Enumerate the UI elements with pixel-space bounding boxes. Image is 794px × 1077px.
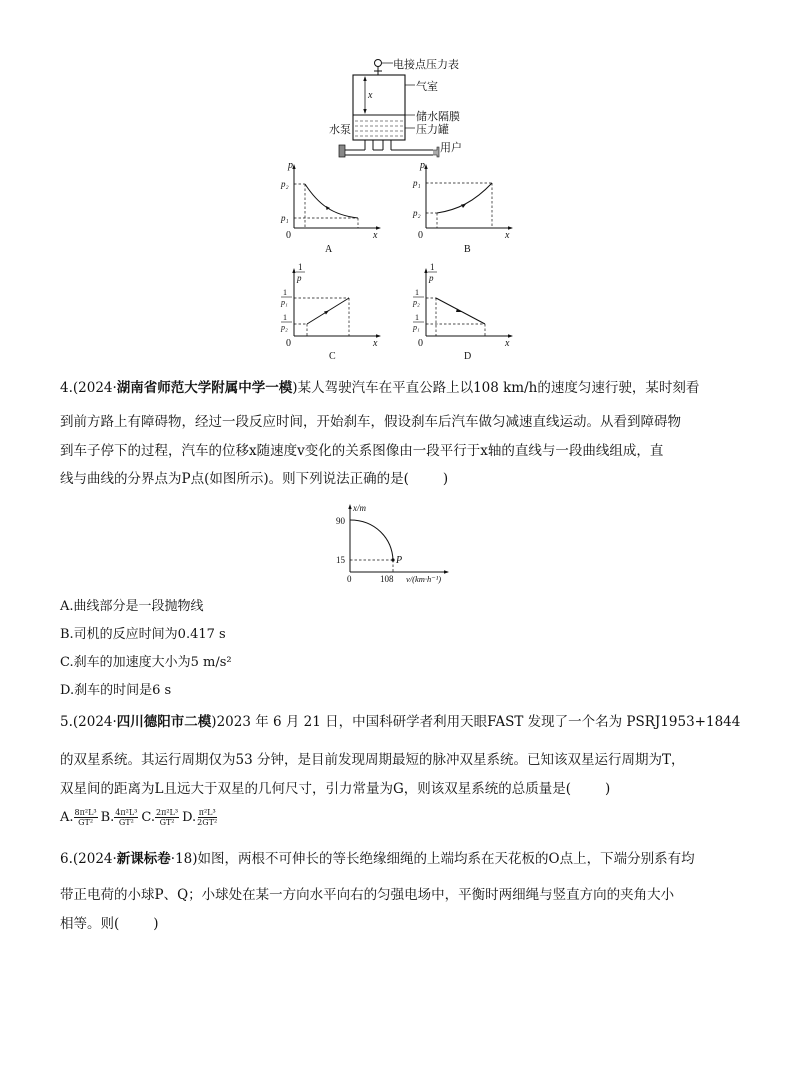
q5-line-2: 的双星系统。其运行周期仅为53 分钟，是目前发现周期最短的脉冲双星系统。已知该双星运行周期为T，: [60, 752, 685, 768]
svg-text:p₁: p₁: [413, 323, 420, 332]
fraction: $\frac{\text{π²L³}}{\text{2GT²}}$: [197, 808, 218, 827]
svg-text:108: 108: [380, 574, 394, 584]
point-p: [391, 558, 394, 561]
graph-a: [280, 160, 385, 260]
pump-icon: [339, 145, 345, 157]
svg-text:0: 0: [347, 574, 352, 584]
tank-label: 压力罐: [416, 123, 449, 136]
svg-text:p₁: p₁: [281, 298, 288, 307]
svg-text:1: 1: [415, 313, 419, 322]
q5-answers: [60, 808, 218, 827]
gauge-icon: [375, 60, 382, 67]
svg-text:1: 1: [298, 262, 303, 272]
svg-text:p₂: p₂: [413, 298, 420, 307]
q4-option-a[interactable]: A.曲线部分是一段抛物线: [60, 599, 204, 614]
q4-option-b[interactable]: B.司机的反应时间为0.417 s: [60, 627, 226, 642]
q5-source: 四川德阳市二模: [116, 714, 212, 730]
air-chamber-label: 气室: [416, 80, 438, 93]
fraction: $\frac{\text{8π²L³}}{\text{GT²}}$: [74, 808, 97, 827]
svg-text:p₁: p₁: [413, 178, 421, 188]
q5-line-3: 双星间的距离为L且远大于双星的几何尺寸，引力常量为G，则该双星系统的总质量是( ): [60, 781, 611, 797]
graph-b: [412, 160, 517, 260]
svg-text:A: A: [325, 244, 333, 255]
svg-text:p: p: [297, 273, 302, 283]
svg-text:1: 1: [283, 313, 287, 322]
svg-text:x/m: x/m: [353, 503, 366, 513]
svg-text:p: p: [288, 160, 293, 171]
q5-option-b[interactable]: B. $\frac{\text{4π²L³}}{\text{GT²}}$: [100, 808, 138, 827]
svg-text:B: B: [464, 244, 471, 255]
q4-line-2: 到前方路上有障碍物，经过一段反应时间，开始刹车，假设刹车后汽车做匀减速直线运动。从看到障碍物: [60, 414, 681, 430]
xv-curve: [350, 520, 393, 560]
x-label: x: [368, 90, 373, 101]
q4-line-3: 到车子停下的过程，汽车的位移x随速度v变化的关系图像由一段平行于x轴的直线与一段曲线组成，直: [60, 443, 664, 459]
svg-text:1: 1: [283, 288, 287, 297]
svg-text:90: 90: [336, 516, 345, 526]
q4-line-4: 线与曲线的分界点为P点(如图所示)。则下列说法正确的是( ): [60, 471, 449, 487]
gauge-label: 电接点压力表: [393, 58, 459, 71]
q4-xv-graph: [330, 500, 460, 590]
svg-text:D: D: [464, 351, 472, 362]
svg-text:p: p: [429, 273, 434, 283]
q5-option-c[interactable]: C. $\frac{\text{2π²L³}}{\text{GT²}}$: [141, 808, 179, 827]
svg-text:p: p: [420, 160, 425, 171]
curve-a: [305, 184, 358, 218]
fraction: $\frac{\text{2π²L³}}{\text{GT²}}$: [156, 808, 179, 827]
q4-source: 湖南省师范大学附属中学一模: [116, 380, 293, 396]
curve-b: [437, 183, 492, 213]
svg-text:0: 0: [286, 230, 291, 241]
q4-option-c[interactable]: C.刹车的加速度大小为5 m/s²: [60, 655, 232, 670]
svg-text:P: P: [396, 555, 403, 566]
svg-text:x: x: [505, 338, 510, 349]
svg-text:1: 1: [415, 288, 419, 297]
pump-label: 水泵: [329, 123, 351, 136]
svg-text:15: 15: [336, 555, 345, 565]
graph-c: [280, 262, 385, 362]
membrane-label: 储水隔膜: [416, 110, 460, 123]
q4-line-1: 4.(2024·湖南省师范大学附属中学一模)某人驾驶汽车在平直公路上以108 km/h的速度匀速行驶，某时刻看: [60, 380, 700, 396]
svg-text:x: x: [505, 230, 510, 241]
svg-text:p₂: p₂: [281, 179, 289, 189]
q5-option-a[interactable]: A. $\frac{\text{8π²L³}}{\text{GT²}}$: [60, 808, 97, 827]
user-label: 用户: [440, 141, 462, 154]
q5-option-d[interactable]: D. $\frac{\text{π²L³}}{\text{2GT²}}$: [182, 808, 218, 827]
graph-d: [412, 262, 517, 362]
svg-text:v/(km·h⁻¹): v/(km·h⁻¹): [406, 574, 442, 584]
svg-text:0: 0: [418, 230, 423, 241]
svg-text:0: 0: [418, 338, 423, 349]
q6-line-2: 带正电荷的小球P、Q；小球处在某一方向水平向右的匀强电场中，平衡时两细绳与竖直方向的夹角大小: [60, 887, 675, 903]
svg-text:p₁: p₁: [281, 213, 289, 223]
svg-text:x: x: [373, 230, 378, 241]
q5-line-1: 5.(2024·四川德阳市二模)2023 年 6 月 21 日，中国科研学者利用天眼FAST 发现了一个名为 PSRJ1953+1844: [60, 714, 741, 730]
svg-text:1: 1: [430, 262, 435, 272]
svg-text:C: C: [329, 351, 336, 362]
svg-text:p₂: p₂: [281, 323, 288, 332]
svg-text:x: x: [373, 338, 378, 349]
fraction: $\frac{\text{4π²L³}}{\text{GT²}}$: [115, 808, 138, 827]
q6-source: 新课标卷: [116, 851, 171, 867]
svg-text:p₂: p₂: [413, 208, 421, 218]
faucet-icon: [433, 147, 439, 157]
q6-line-1: 6.(2024·新课标卷·18)如图，两根不可伸长的等长绝缘细绳的上端均系在天花板的O点上，下端分别系有均: [60, 851, 695, 867]
svg-text:0: 0: [286, 338, 291, 349]
q6-line-3: 相等。则( ): [60, 916, 159, 932]
q4-option-d[interactable]: D.刹车的时间是6 s: [60, 683, 172, 698]
